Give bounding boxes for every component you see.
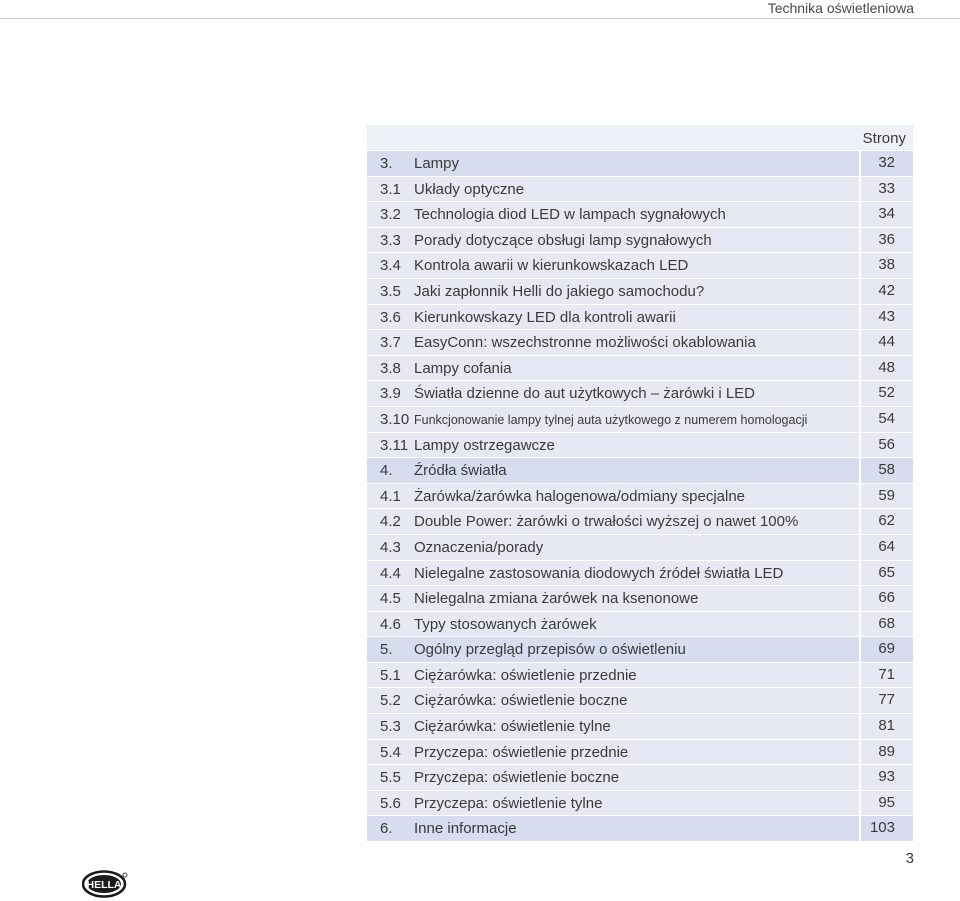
toc-entry-number: 3.11 [380, 436, 409, 454]
toc-entry-number: 4.2 [380, 513, 401, 531]
toc-entry-page: 48 [859, 356, 913, 381]
running-header: Technika oświetleniowa [767, 0, 914, 16]
toc-header [367, 125, 913, 150]
toc-entry-number: 3.6 [380, 308, 401, 326]
toc-entry-title: Ciężarówka: oświetlenie tylne [414, 718, 611, 736]
toc-row[interactable] [367, 355, 913, 381]
toc-entry-number: 4.3 [380, 538, 401, 556]
toc-entry-page: 38 [859, 253, 913, 278]
toc-rows [367, 150, 913, 841]
hella-logo [82, 869, 128, 898]
toc-entry-title: Technologia diod LED w lampach sygnałowych [414, 206, 726, 224]
toc-entry-page: 68 [859, 612, 913, 637]
toc-entry-title: Przyczepa: oświetlenie przednie [414, 743, 629, 761]
toc-row[interactable] [367, 278, 913, 304]
toc-entry-title: Oznaczenia/porady [414, 538, 544, 556]
toc-entry-number: 4. [380, 462, 393, 480]
logo-wordmark: HELLA [86, 879, 122, 891]
toc-entry-title: Funkcjonowanie lampy tylnej auta użytkowego z numerem homologacji [414, 412, 808, 427]
toc-entry-number: 3.1 [380, 180, 401, 198]
header-divider [0, 18, 960, 19]
toc-row[interactable] [367, 611, 913, 637]
toc-entry-page: 103 [859, 816, 913, 841]
toc-chapter-row[interactable] [367, 150, 913, 176]
toc-row[interactable] [367, 380, 913, 406]
toc-entry-number: 5.1 [380, 666, 401, 684]
toc-entry-page: 65 [859, 561, 913, 586]
toc-entry-title: Lampy ostrzegawcze [414, 436, 555, 454]
toc-entry-title: Kontrola awarii w kierunkowskazach LED [414, 257, 689, 275]
toc-row[interactable] [367, 790, 913, 816]
toc-row[interactable] [367, 508, 913, 534]
toc-entry-title: Układy optyczne [414, 180, 525, 198]
toc-entry-page: 93 [859, 765, 913, 790]
toc-entry-page: 33 [859, 177, 913, 202]
toc-entry-page: 77 [859, 688, 913, 713]
toc-entry-number: 3.4 [380, 257, 401, 275]
toc-entry-number: 3.5 [380, 282, 401, 300]
toc-row[interactable] [367, 687, 913, 713]
toc-entry-page: 34 [859, 202, 913, 227]
toc-entry-title: Kierunkowskazy LED dla kontroli awarii [414, 308, 676, 326]
toc-entry-number: 5.2 [380, 692, 401, 710]
toc-entry-number: 4.6 [380, 615, 401, 633]
toc-entry-title: Ogólny przegląd przepisów o oświetleniu [414, 641, 686, 659]
toc-entry-title: Jaki zapłonnik Helli do jakiego samochodu? [414, 282, 705, 300]
toc-entry-number: 4.4 [380, 564, 401, 582]
toc-row[interactable] [367, 560, 913, 586]
toc-entry-title: Lampy cofania [414, 359, 512, 377]
toc-chapter-row[interactable] [367, 457, 913, 483]
toc-entry-page: 52 [859, 381, 913, 406]
toc-entry-number: 3.3 [380, 231, 401, 249]
toc-entry-number: 4.5 [380, 590, 401, 608]
toc-entry-number: 3.9 [380, 385, 401, 403]
toc-entry-page: 59 [859, 484, 913, 509]
toc-entry-page: 81 [859, 714, 913, 739]
toc-entry-page: 32 [859, 151, 913, 176]
toc-entry-number: 5.5 [380, 769, 401, 787]
toc-chapter-row[interactable] [367, 815, 913, 841]
toc-entry-page: 43 [859, 305, 913, 330]
toc-entry-page: 69 [859, 637, 913, 662]
toc-row[interactable] [367, 201, 913, 227]
toc-entry-title: Porady dotyczące obsługi lamp sygnałowych [414, 231, 712, 249]
toc-entry-number: 6. [380, 820, 393, 838]
toc-entry-page: 44 [859, 330, 913, 355]
toc-entry-number: 3. [380, 155, 393, 172]
toc-entry-page: 66 [859, 586, 913, 611]
toc-entry-title: Światła dzienne do aut użytkowych – żarówki i LED [414, 385, 756, 403]
toc-entry-title: Inne informacje [414, 820, 517, 838]
toc-entry-page: 89 [859, 740, 913, 765]
toc-entry-title: Nielegalne zastosowania diodowych źródeł światła LED [414, 564, 784, 582]
toc-entry-number: 3.10 [380, 410, 410, 428]
toc-row[interactable] [367, 176, 913, 202]
toc-entry-page: 56 [859, 433, 913, 458]
toc-entry-number: 5.3 [380, 718, 401, 736]
pages-column-heading: Strony [862, 130, 906, 147]
toc-entry-number: 3.7 [380, 334, 401, 352]
toc-row[interactable] [367, 585, 913, 611]
toc-entry-number: 5.6 [380, 794, 401, 812]
toc-row[interactable] [367, 662, 913, 688]
toc-entry-number: 4.1 [380, 487, 401, 505]
toc-entry-title: Ciężarówka: oświetlenie przednie [414, 666, 637, 684]
toc-entry-number: 5.4 [380, 743, 401, 761]
toc-entry-number: 5. [380, 641, 393, 659]
toc-entry-page: 42 [859, 279, 913, 304]
toc-entry-page: 95 [859, 791, 913, 816]
toc-row[interactable] [367, 252, 913, 278]
toc-entry-page: 71 [859, 663, 913, 688]
toc-entry-number: 3.8 [380, 359, 401, 377]
toc-row[interactable] [367, 329, 913, 355]
toc-row[interactable] [367, 483, 913, 509]
toc-entry-title: Double Power: żarówki o trwałości wyższej o nawet 100% [414, 513, 799, 531]
toc-entry-number: 3.2 [380, 206, 401, 224]
toc-entry-title: Nielegalna zmiana żarówek na ksenonowe [414, 590, 699, 608]
toc-entry-title: Żarówka/żarówka halogenowa/odmiany specjalne [414, 487, 746, 505]
toc-entry-title: Przyczepa: oświetlenie boczne [414, 769, 620, 787]
table-of-contents [367, 125, 913, 841]
toc-entry-title: Typy stosowanych żarówek [414, 615, 597, 633]
toc-entry-page: 36 [859, 228, 913, 253]
toc-entry-title: Przyczepa: oświetlenie tylne [414, 794, 603, 812]
toc-row[interactable] [367, 739, 913, 765]
toc-entry-title: Ciężarówka: oświetlenie boczne [414, 692, 628, 710]
toc-entry-title: Źródła światła [414, 462, 507, 480]
toc-row[interactable] [367, 227, 913, 253]
toc-entry-page: 62 [859, 509, 913, 534]
toc-entry-page: 64 [859, 535, 913, 560]
toc-row[interactable] [367, 304, 913, 330]
toc-chapter-row[interactable] [367, 636, 913, 662]
toc-row[interactable] [367, 432, 913, 458]
page-number: 3 [905, 850, 914, 867]
toc-entry-page: 58 [859, 458, 913, 483]
toc-row[interactable] [367, 406, 913, 432]
toc-entry-title: Lampy [414, 155, 460, 172]
toc-row[interactable] [367, 713, 913, 739]
toc-entry-page: 54 [859, 407, 913, 432]
toc-entry-title: EasyConn: wszechstronne możliwości okablowania [414, 334, 756, 352]
toc-row[interactable] [367, 534, 913, 560]
toc-row[interactable] [367, 764, 913, 790]
